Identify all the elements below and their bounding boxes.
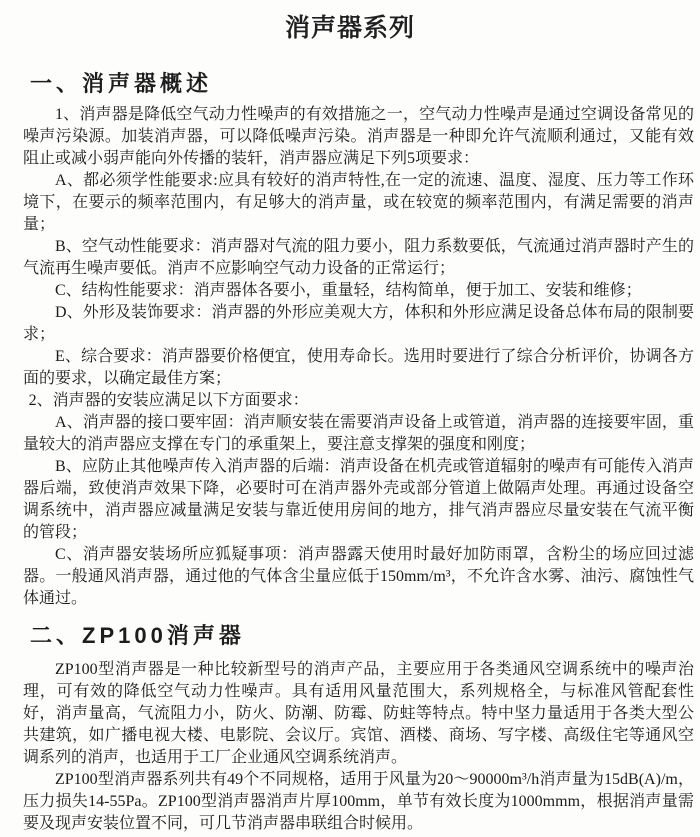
paragraph-zp100-description: ZP100型消声器是一种比较新型号的消声产品，主要应用于各类通风空调系统中的噪声治理，可有效的降低空气动力性噪声。具有适用风量范围大，系列规格全，与标准风管配套性好，消声量高，气流阻力小，防火、防潮、防霉、防蛀等特点。特中坚力量适用于各类大型公共建筑，如广播电视大楼、电影院、会议厅。宾馆、酒楼、商场、写字楼、高级住宅等通风空调系列的消声，也适用于工厂企业通风空调系统消声。 [23,661,694,766]
section-zp100-heading: 二、ZP100消声器 [30,623,245,648]
paragraph-requirement-a: A、都必须学性能要求:应具有较好的消声特性,在一定的流速、温度、湿度、压力等工作环境下，在要示的频率范围内，有足够大的消声量，或在较宽的频率范围内，有满足需要的消声量； [23,172,694,233]
section-overview-heading: 一、消声器概述 [30,71,213,96]
paragraph-zp100-specs: ZP100型消声器系列共有49个不同规格，适用于风量为20～90000m³/h消声量为15dB(A)/m，压力损失14-55Pa。ZP100型消声器消声片厚100mm，单节有效长度为1000mmm，根据消声量需要及现声安装位置不同，可几节消声器串联组合时候用。 [23,771,694,832]
paragraph-requirement-d: D、外形及装饰要求：消声器的外形应美观大方，体积和外形应满足设备总体布局的限制要求； [23,304,694,343]
paragraph-requirement-c: C、结构性能要求：消声器体各要小，重量轻，结构简单，便于加工、安装和维修； [55,282,642,299]
paragraph-intro: 1、消声器是降低空气动力性噪声的有效措施之一，空气动力性噪声是通过空调设备常见的噪声污染源。加装消声器，可以降低噪声污染。消声器是一种即允许气流顺利通过，又能有效阻止或减小弱声能向外传播的装轩，消声器应满足下列5项要求： [23,106,694,167]
paragraph-install-c: C、消声器安装场所应狐疑事项：消声器露天使用时最好加防雨罩，含粉尘的场应回过滤器。一般通风消声器，通过他的气体含尘量应低于150mm/m³，不允许含水雾、油污、腐蚀性气体通过。 [23,546,694,607]
paragraph-requirement-b: B、空气动性能要求：消声器对气流的阻力要小，阻力系数要低，气流通过消声器时产生的气流再生噪声要低。消声不应影响空气动力设备的正常运行； [23,238,694,277]
paragraph-install-a: A、消声器的接口要牢固：消声顺安装在需要消声设备上或管道，消声器的连接要牢固，重量较大的消声器应支撑在专门的承重架上，要注意支撑架的强度和刚度； [23,414,694,453]
paragraph-install-b: B、应防止其他噪声传入消声器的后端：消声设备在机壳或管道辐射的噪声有可能传入消声器后端，致使消声效果下降，必要时可在消声器外壳或部分管道上做隔声处理。再通过设备空调系统中，消声器应减量满足安装与靠近使用房间的地方，排气消声器应尽量安装在气流平衡的管段； [23,458,694,541]
section-zp100 [0,619,700,835]
page-title: 消声器系列 [284,14,415,42]
paragraph-install-intro: 2、消声器的安装应满足以下方面要求： [28,392,309,409]
section-overview [0,67,700,610]
paragraph-requirement-e: E、综合要求：消声器要价格便宜，使用寿命长。选用时要进行了综合分析评价，协调各方面的要求，以确定最佳方案； [23,348,694,387]
section-overview-body [0,104,700,610]
section-zp100-body [0,659,700,835]
